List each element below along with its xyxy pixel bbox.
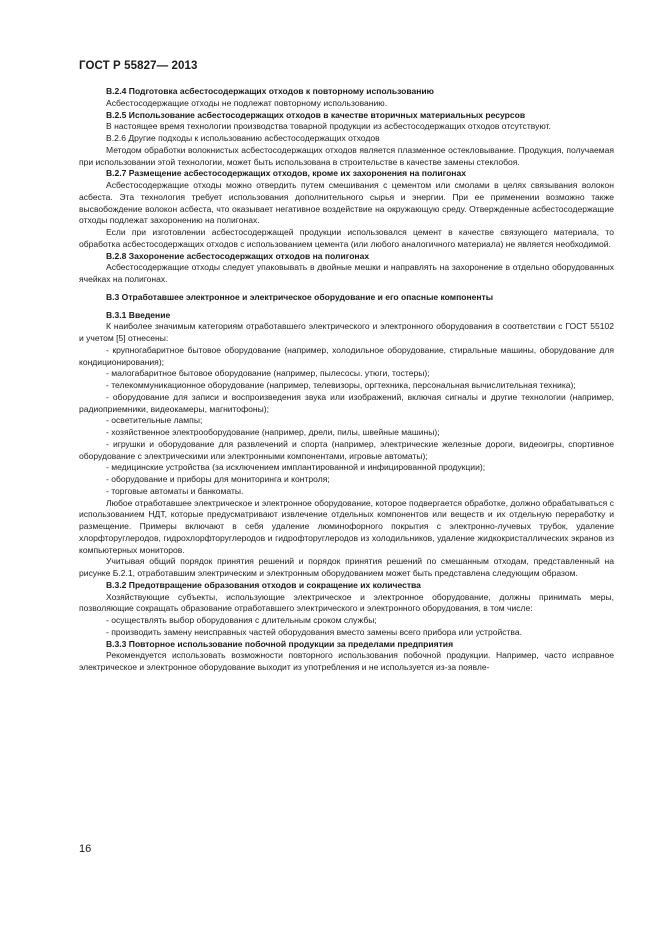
paragraph: Асбестосодержащие отходы не подлежат повторному использованию. [106,97,388,108]
paragraph: Учитывая общий порядок принятия решений и порядок принятия решений по смешанным отходам, представленный на рисунке Б.2.1, отработавшим электрическим и электронным оборудованием может быть представлена следующим образом. [79,556,614,578]
list-item: - медицинские устройства (за исключением имплантированной и инфицированной продукции); [106,462,486,473]
paragraph: Асбестосодержащие отходы следует упаковывать в двойные мешки и направлять на захоронение в отдельно оборудованных ячейках на полигонах. [79,262,614,284]
list-item: - игрушки и оборудование для развлечений и спорта (например, электрические железные дороги, видеоигры, спортивное оборудование с электрическими или электронными компонентами, игровые автоматы); [79,438,614,461]
section-heading: В.2.6 Другие подходы к использованию асбестосодержащих отходов [106,133,380,143]
paragraph: Асбестосодержащие отходы можно отвердить путем смешивания с цементом или смолами в целях связывания волокон асбеста. Эта технология требует использования дополнительного сырья и энергии. При ее применении возможно также высвобождение волокон асбеста, что оказывает негативное воздействие на окружающую среду. Отвержденные асбестосодержащие отходы подлежат захоронению на полигонах. [79,180,614,226]
list-item: - телекоммуникационное оборудование (например, телевизоры, оргтехника, персональная вычислительная техника); [106,380,576,390]
page-body [79,86,614,674]
list-item: - торговые автоматы и банкоматы. [106,485,244,496]
section-heading: В.3.3 Повторное использование побочной продукции за пределами предприятия [106,638,454,649]
list-item: - осуществлять выбор оборудования с длительным сроком службы; [106,615,377,625]
paragraph: К наиболее значимым категориям отработавшего электрического и электронного оборудования в соответствии с ГОСТ 55102 и учетом [5] отнесены: [79,321,614,343]
section-heading: В.3 Отработавшее электронное и электрическое оборудование и его опасные компоненты [106,291,494,302]
section-heading: В.2.5 Использование асбестосодержащих отходов в качестве вторичных материальных ресурсов [106,109,526,120]
paragraph: Хозяйствующие субъекты, использующие электрическое и электронное оборудование, должны принимать меры, позволяющие сокращать образование отработавшего электрического и электронного оборудования, в том числе: [79,591,614,614]
paragraph: Рекомендуется использовать возможности повторного использования побочной продукции. Например, часто исправное электрическое и электронное оборудование выходит из употребления и не используется из-за появле- [79,650,614,672]
list-item: - осветительные лампы; [106,415,203,426]
section-heading: В.3.2 Предотвращение образования отходов и сокращение их количества [106,579,421,590]
paragraph: Если при изготовлении асбестосодержащей продукции использовался цемент в качестве связующего материала, то обработка асбестосодержащих отходов с использованием цемента (или любого аналогичного материала) не является необходимой. [79,227,614,249]
page-number: 16 [79,843,92,855]
list-item: - малогабаритное бытовое оборудование (например, пылесосы. утюги, тостеры); [106,368,430,379]
list-item: - оборудование для записи и воспроизведения звука или изображений, включая сигналы и другие технологии (например, радиоприемники, видеокамеры, магнитофоны); [79,391,614,414]
paragraph: В настоящее время технологии производства товарной продукции из асбестосодержащих отходов отсутствуют. [106,121,551,132]
page-header: ГОСТ Р 55827— 2013 [79,60,198,72]
list-item: - оборудование и приборы для мониторинга и контроля; [106,474,330,484]
section-heading: В.2.7 Размещение асбестосодержащих отходов, кроме их захоронения на полигонах [106,168,466,179]
section-heading: В.2.8 Захоронение асбестосодержащих отходов на полигонах [106,250,370,261]
paragraph: Любое отработавшее электрическое и электронное оборудование, которое подвергается обработке, должно обрабатываться с использованием НДТ, которые предусматривают извлечение отдельных компонентов или веществ и их отдельную переработку и размещение. Примеры включают в себя удаление люминофорного покрытия с электронно-лучевых трубок, удаление хлорфторуглеродов, гидрохлорфторуглеродов и гидрофторуглеродов из холодильников, удаление жидкокристаллических экранов из компьютерных мониторов. [79,497,614,555]
section-heading: В.2.4 Подготовка асбестосодержащих отходов к повторному использованию [106,86,434,96]
paragraph: Методом обработки волокнистых асбестосодержащих отходов является плазменное остекловывание. Продукция, получаемая при использовании этой технологии, может быть использована в строительстве в качестве замены стеклобоя. [79,144,614,167]
section-heading: В.3.1 Введение [106,309,171,320]
list-item: - производить замену неисправных частей оборудования вместо замены всего прибора или устройства. [106,626,522,637]
list-item: - хозяйственное электрооборудование (например, дрели, пилы, швейные машины); [106,427,440,437]
list-item: - крупногабаритное бытовое оборудование (например, холодильное оборудование, стиральные машины, оборудование для кондиционирования); [79,344,614,367]
